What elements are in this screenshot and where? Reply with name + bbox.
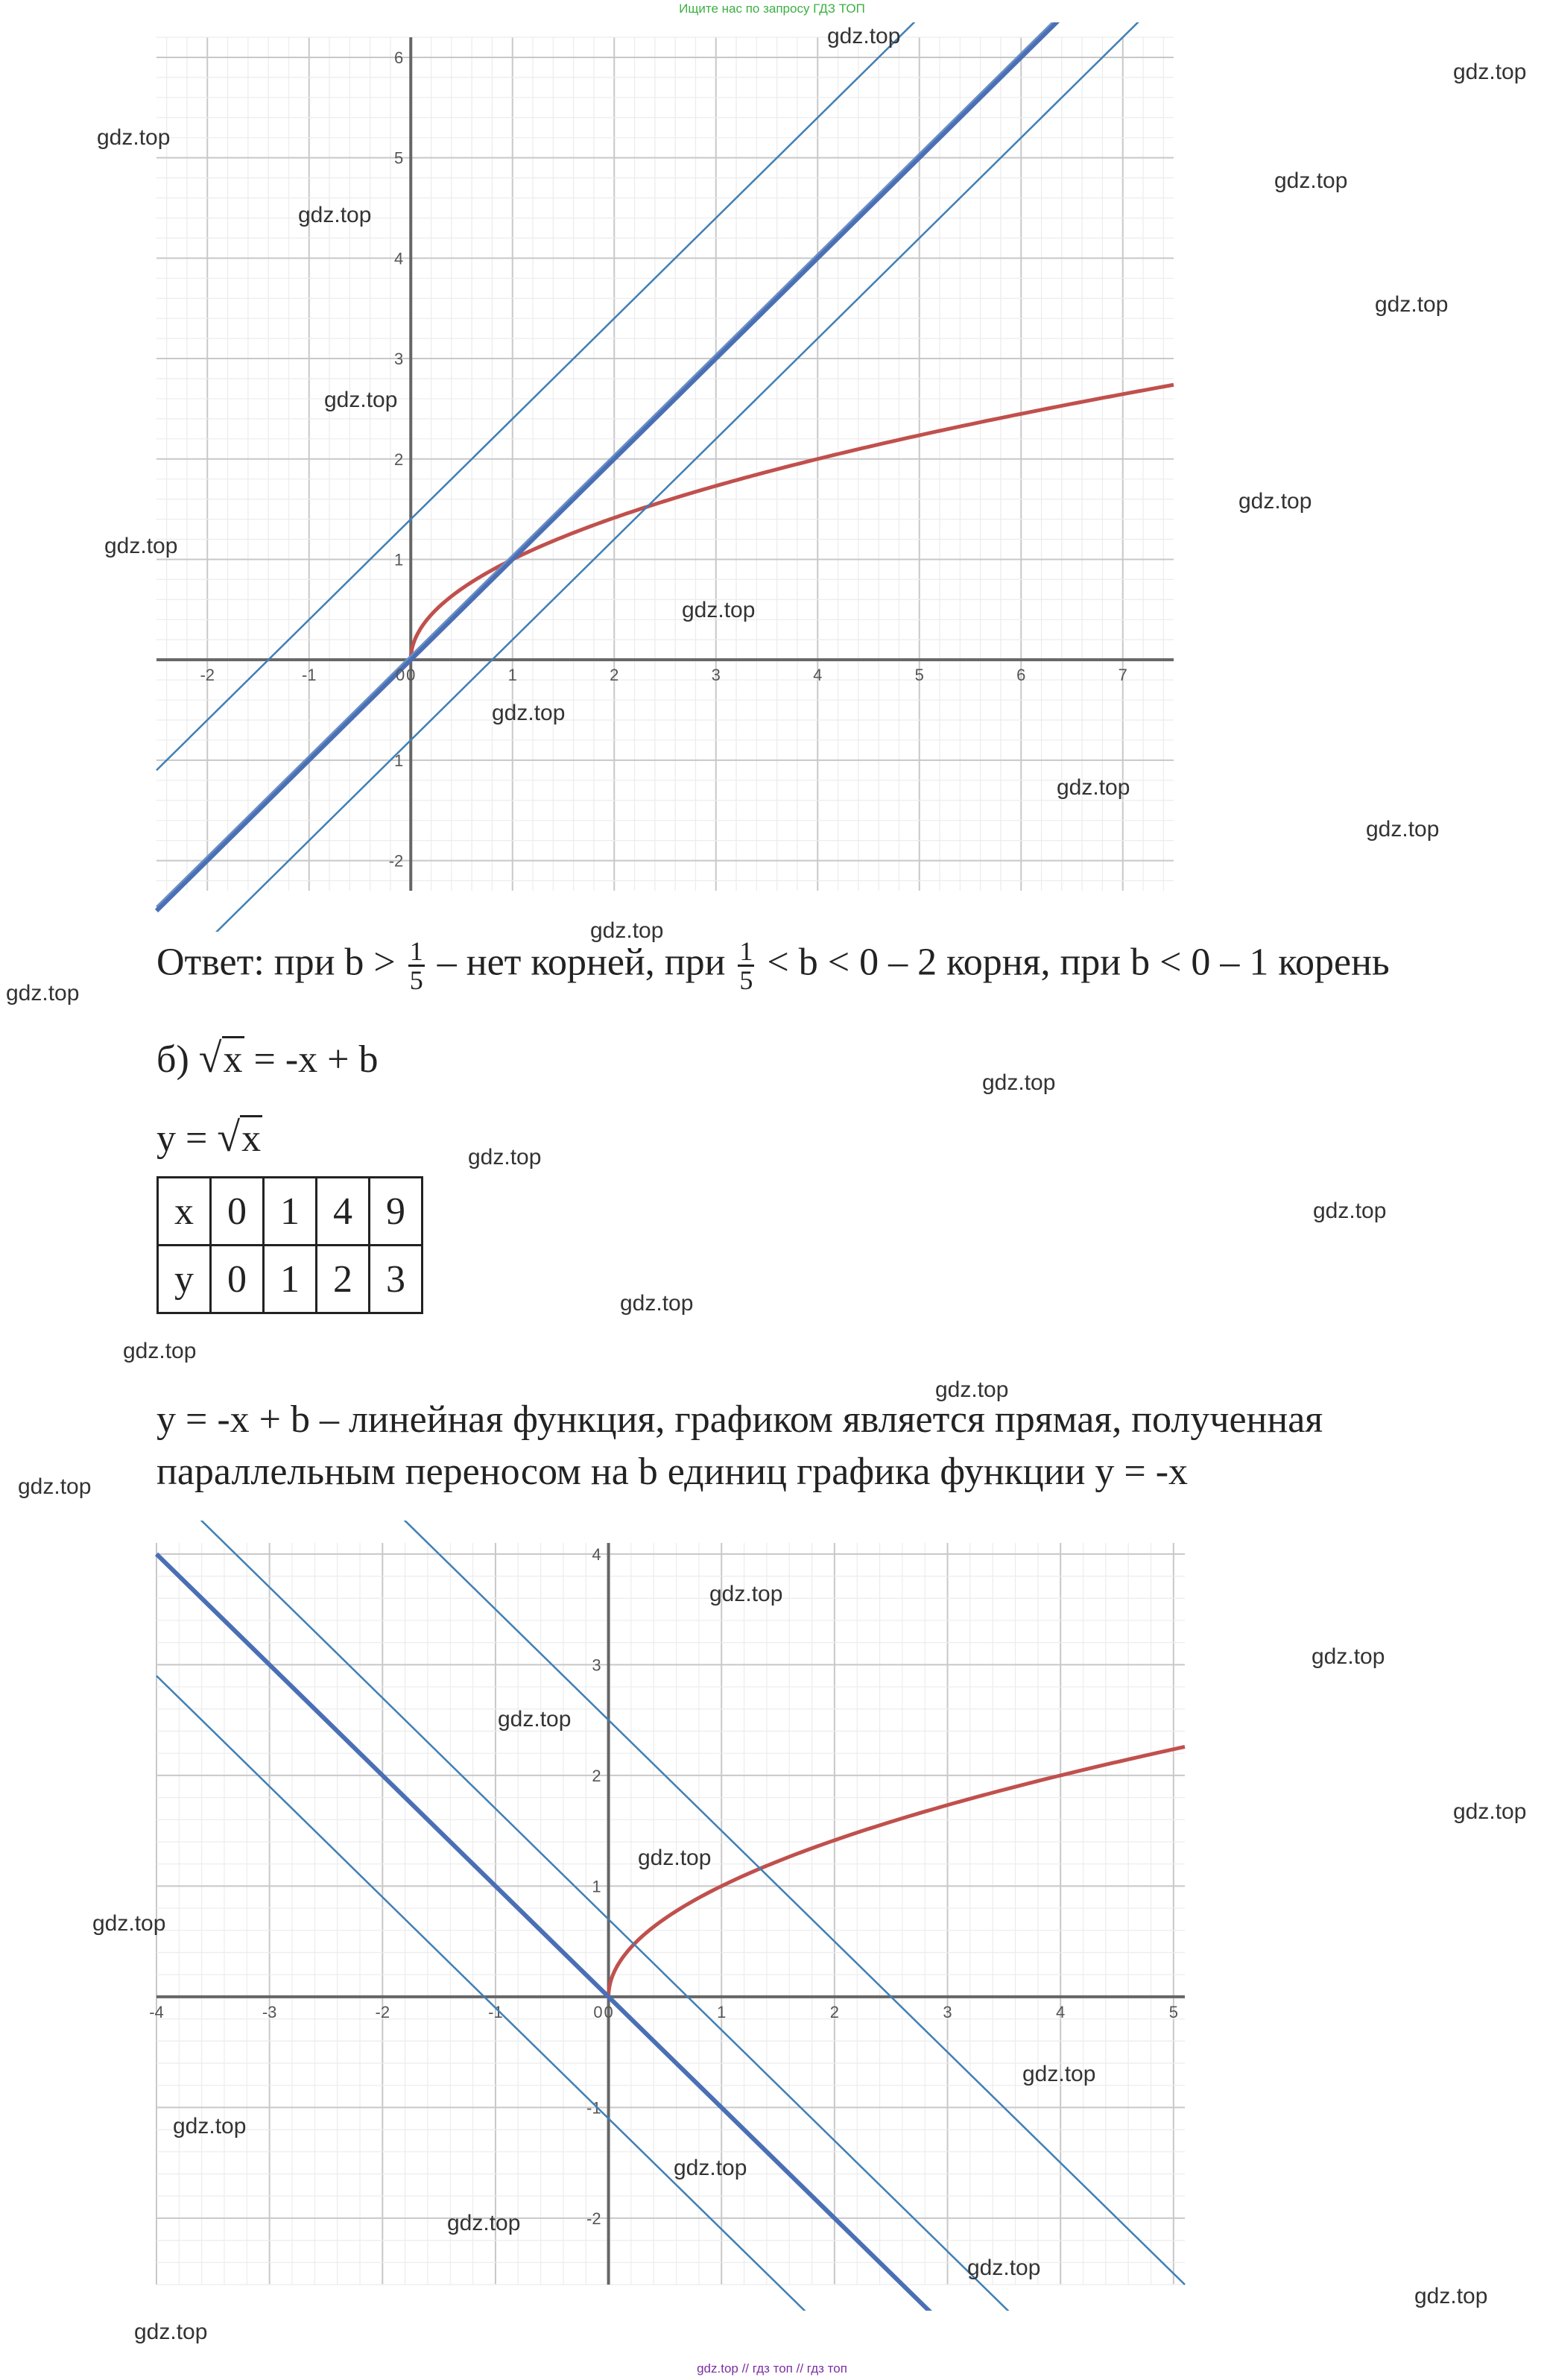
x-tick-label: -1 — [301, 666, 317, 685]
x-tick-label: 1 — [507, 666, 517, 685]
y-tick-label: 5 — [394, 148, 404, 168]
y-tick-label: 1 — [394, 550, 404, 569]
watermark: gdz.top — [590, 918, 664, 943]
answer-prefix: Ответ: при b > — [156, 941, 396, 984]
sqrt-radicand-2: x — [240, 1115, 262, 1160]
x-tick-label: 6 — [1016, 666, 1026, 685]
x-tick-label: 3 — [711, 666, 721, 685]
watermark: gdz.top — [6, 981, 80, 1006]
watermark: gdz.top — [1238, 489, 1312, 514]
watermark: gdz.top — [1453, 60, 1527, 84]
table-cell: y — [158, 1246, 211, 1313]
paragraph-line-2: параллельным переносом на b единиц графика функции y = -x — [156, 1451, 1189, 1493]
x-tick-label: -2 — [375, 2002, 390, 2021]
watermark: gdz.top — [1022, 2062, 1096, 2086]
x-tick-label: -2 — [200, 666, 215, 685]
table-cell: 4 — [317, 1178, 370, 1246]
explanation-paragraph — [156, 1394, 1498, 1498]
y-tick-label: 1 — [592, 1877, 601, 1896]
watermark: gdz.top — [674, 2156, 747, 2180]
x-tick-label: 5 — [1168, 2002, 1178, 2021]
bottom-banner: gdz.top // гдз топ // гдз топ — [697, 2361, 847, 2376]
y-tick-label: 6 — [394, 48, 404, 67]
watermark: gdz.top — [1453, 1799, 1527, 1824]
sqrt-curve — [411, 385, 1174, 660]
fraction-one-fifth — [408, 938, 425, 994]
part-b-prefix: б) — [156, 1038, 189, 1081]
table-cell: x — [158, 1178, 211, 1246]
watermark: gdz.top — [638, 1846, 712, 1870]
watermark: gdz.top — [1312, 1644, 1385, 1669]
watermark: gdz.top — [97, 125, 171, 150]
watermark: gdz.top — [92, 1911, 166, 1936]
watermark: gdz.top — [498, 1707, 572, 1732]
y-tick-label: 1 — [394, 751, 404, 770]
paragraph-line-1: y = -x + b – линейная функция, графиком является прямая, полученная — [156, 1398, 1323, 1441]
watermark: gdz.top — [1274, 168, 1348, 193]
watermark: gdz.top — [447, 2211, 521, 2235]
fraction-numerator-2: 1 — [739, 936, 753, 966]
graph-sqrt-vs-plus-x — [0, 22, 1192, 932]
watermark: gdz.top — [173, 2114, 247, 2138]
fraction-one-fifth-2 — [738, 938, 754, 994]
watermark: gdz.top — [709, 1582, 783, 1606]
origin-label: 0 — [396, 666, 405, 685]
y-tick-label: 4 — [394, 249, 404, 268]
watermark: gdz.top — [967, 2256, 1041, 2280]
sqrt-radicand: x — [222, 1036, 244, 1081]
top-banner: Ищите нас по запросу ГДЗ ТОП — [679, 1, 865, 16]
y-tick-label: -2 — [586, 2209, 601, 2228]
watermark: gdz.top — [134, 2320, 208, 2344]
watermark: gdz.top — [1313, 1199, 1387, 1223]
watermark: gdz.top — [468, 1145, 542, 1170]
fraction-denominator-2: 5 — [739, 965, 753, 995]
series-line — [156, 1554, 1185, 2311]
y-tick-label: 2 — [592, 1766, 601, 1785]
watermark: gdz.top — [827, 24, 901, 48]
y-tick-label: 4 — [592, 1544, 601, 1564]
watermark: gdz.top — [18, 1474, 92, 1499]
x-tick-label: 4 — [1056, 2002, 1066, 2021]
table-cell: 0 — [211, 1178, 264, 1246]
origin-label: 0 — [593, 2002, 603, 2021]
watermark: gdz.top — [620, 1291, 694, 1316]
x-tick-label: 2 — [829, 2002, 840, 2021]
watermark: gdz.top — [1057, 775, 1130, 800]
function-lhs: y = — [156, 1117, 208, 1160]
x-tick-label: -1 — [488, 2002, 503, 2021]
watermark: gdz.top — [982, 1070, 1056, 1095]
x-tick-label: 7 — [1118, 666, 1127, 685]
watermark: gdz.top — [123, 1339, 197, 1363]
x-tick-label: 0 — [406, 666, 416, 685]
x-tick-label: -3 — [262, 2002, 277, 2021]
watermark: gdz.top — [1414, 2284, 1488, 2308]
part-b-equation — [156, 1035, 379, 1082]
fraction-numerator: 1 — [409, 936, 423, 966]
table-cell: 2 — [317, 1246, 370, 1313]
sqrt-sign-icon: √ — [198, 1035, 222, 1082]
x-tick-label: -4 — [149, 2002, 164, 2021]
table-cell: 1 — [264, 1246, 317, 1313]
x-tick-label: 5 — [914, 666, 924, 685]
x-tick-label: 4 — [813, 666, 823, 685]
series-line — [156, 1676, 1185, 2311]
watermark: gdz.top — [492, 701, 566, 725]
values-table — [156, 1176, 423, 1314]
part-b-rhs: = -x + b — [253, 1038, 379, 1081]
table-cell: 0 — [211, 1246, 264, 1313]
function-definition — [156, 1114, 262, 1161]
answer-line — [156, 938, 1390, 994]
table-row-y — [158, 1246, 423, 1313]
y-tick-label: 2 — [394, 449, 404, 469]
x-tick-label: 0 — [604, 2002, 613, 2021]
watermark: gdz.top — [324, 388, 398, 412]
y-tick-label: 3 — [592, 1655, 601, 1675]
table-cell: 3 — [370, 1246, 423, 1313]
fraction-denominator: 5 — [409, 965, 423, 995]
x-tick-label: 2 — [610, 666, 619, 685]
table-cell: 9 — [370, 1178, 423, 1246]
watermark: gdz.top — [1375, 292, 1449, 317]
x-tick-label: 1 — [717, 2002, 727, 2021]
watermark: gdz.top — [1366, 817, 1440, 842]
y-tick-label: -1 — [586, 2098, 601, 2118]
graph-sqrt-vs-minus-x — [0, 1521, 1207, 2311]
y-tick-label: 3 — [394, 350, 404, 369]
watermark: gdz.top — [298, 203, 372, 227]
table-row-x — [158, 1178, 423, 1246]
sqrt-x — [198, 1035, 244, 1082]
watermark: gdz.top — [682, 598, 756, 622]
sqrt-sign-icon-2: √ — [217, 1114, 241, 1161]
answer-part2: – нет корней, при — [437, 941, 726, 984]
sqrt-curve — [609, 1747, 1185, 1997]
x-tick-label: 3 — [943, 2002, 952, 2021]
y-tick-label: -2 — [388, 851, 404, 871]
watermark: gdz.top — [104, 534, 178, 558]
answer-part3: < b < 0 – 2 корня, при b < 0 – 1 корень — [767, 941, 1390, 984]
series-line — [156, 1521, 1185, 2285]
table-cell: 1 — [264, 1178, 317, 1246]
watermark: gdz.top — [935, 1377, 1009, 1402]
sqrt-x-2 — [217, 1114, 262, 1161]
